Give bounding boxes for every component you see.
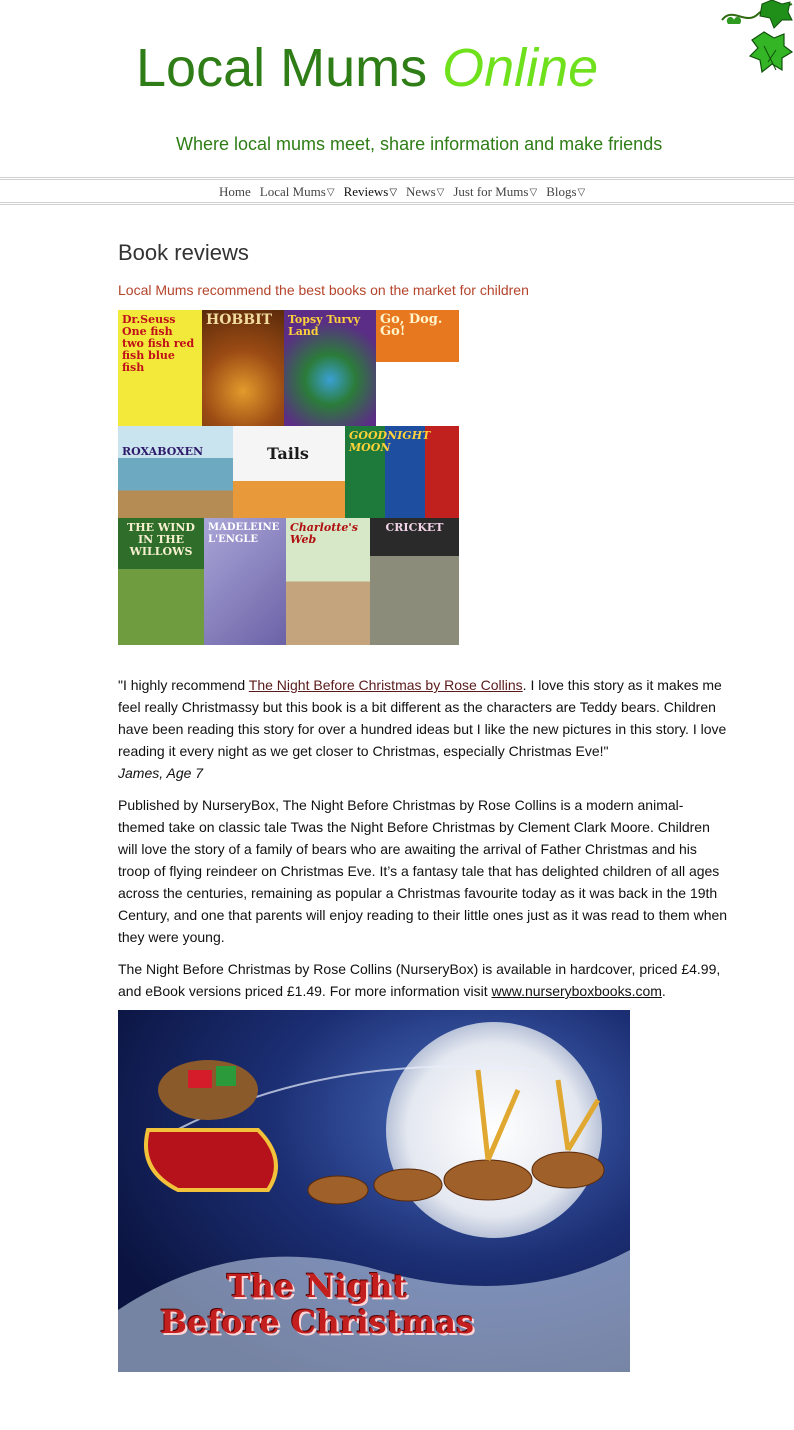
book-cover-topsy-turvy	[284, 310, 376, 426]
chevron-down-icon: ▽	[326, 186, 335, 198]
main-content	[118, 238, 728, 298]
cover-title-line2: Before Christmas	[159, 1303, 475, 1341]
chevron-down-icon: ▽	[389, 186, 398, 198]
page-title: Book reviews	[118, 240, 249, 265]
availability-end: .	[661, 983, 666, 999]
book-title: Topsy Turvy Land	[288, 313, 361, 338]
book-cover-dr-seuss	[118, 310, 202, 426]
book-cover-go-dog-go	[376, 310, 459, 426]
book-link[interactable]: The Night Before Christmas by Rose Collins	[248, 677, 523, 693]
nav-label-home: Home	[219, 184, 251, 199]
book-cover-wrinkle-in-time	[204, 518, 286, 645]
site-title[interactable]	[136, 36, 598, 100]
nav-label-news: News	[406, 184, 436, 199]
quote-author: James, Age 7	[118, 765, 204, 781]
availability-text: The Night Before Christmas by Rose Collins (NurseryBox) is available in hardcover, priced £4.99, and eBook versions priced £1.49. For more information visit	[118, 961, 721, 999]
night-before-christmas-cover-image	[118, 1010, 630, 1372]
nav-item-local-mums[interactable]	[260, 184, 335, 200]
vine-leaf-icon	[718, 0, 794, 80]
site-header	[0, 0, 794, 178]
nav-item-blogs[interactable]	[546, 184, 585, 200]
site-title-accent: Online	[442, 38, 599, 98]
nav-item-news[interactable]	[406, 184, 444, 200]
book-title: THE WIND IN THE WILLOWS	[127, 521, 195, 558]
availability-paragraph	[118, 958, 728, 1002]
nav-label-just-for-mums: Just for Mums	[453, 184, 529, 199]
book-title: Dr.Seuss One fish two fish red fish blue fish	[122, 313, 195, 374]
book-cover-hobbit	[202, 310, 284, 426]
review-quote	[118, 674, 728, 784]
cover-title-line1: The Night	[226, 1267, 408, 1305]
book-title: HOBBIT	[206, 312, 273, 328]
book-collage-image	[118, 310, 459, 645]
book-cover-charlottes-web	[286, 518, 370, 645]
main-nav	[0, 177, 794, 205]
nav-item-reviews[interactable]	[344, 184, 397, 200]
book-cover-goodnight-moon	[345, 426, 459, 518]
book-cover-cricket	[370, 518, 459, 645]
nav-item-home[interactable]	[219, 184, 251, 200]
book-title: CRICKET	[385, 521, 444, 534]
chevron-down-icon: ▽	[436, 186, 445, 198]
book-title: MADELEINE L'ENGLE	[208, 522, 280, 545]
quote-body: . I love this story as it makes me feel really Christmassy but this book is a bit different as the characters are Teddy bears. Children have been reading this story for over a hundred ideas but I like the new pictures in this story. I love reading it every night as we get closer to Christmas, especially Christmas Eve!"	[118, 677, 727, 759]
nav-label-blogs: Blogs	[546, 184, 577, 199]
chevron-down-icon: ▽	[577, 186, 586, 198]
book-cover-roxaboxen	[118, 426, 233, 518]
publisher-link[interactable]: www.nurseryboxbooks.com	[491, 983, 662, 999]
page-subtitle: Local Mums recommend the best books on the market for children	[118, 282, 529, 298]
book-title: Tails	[267, 444, 309, 463]
book-title: Go, Dog. Go!	[380, 312, 443, 339]
chevron-down-icon: ▽	[529, 186, 538, 198]
nav-label-reviews: Reviews	[343, 184, 389, 199]
book-title: GOODNIGHT MOON	[349, 429, 431, 454]
book-title: ROXABOXEN	[122, 445, 204, 458]
nav-label-local-mums: Local Mums	[259, 184, 326, 199]
site-title-main: Local Mums	[136, 38, 428, 98]
nav-item-just-for-mums[interactable]	[453, 184, 537, 200]
book-cover-wind-willows	[118, 518, 204, 645]
book-title: Charlotte's Web	[290, 521, 358, 546]
description-paragraph: Published by NurseryBox, The Night Before Christmas by Rose Collins is a modern animal-themed take on classic tale Twas the Night Before Christmas by Clement Clark Moore. Children will love the story of a family of bears who are awaiting the arrival of Father Christmas and his troop of flying reindeer on Christmas Eve. It’s a fantasy tale that has delighted children of all ages across the centuries, remaining as popular a Christmas favourite today as it was back in the 19th Century, and one that parents will enjoy reading to their little ones just as it was read to them when they were young.	[118, 797, 728, 945]
book-cover-tails	[233, 426, 345, 518]
cover-title	[152, 1268, 482, 1340]
quote-open: "I highly recommend	[118, 677, 249, 693]
site-tagline: Where local mums meet, share information and make friends	[176, 134, 663, 154]
